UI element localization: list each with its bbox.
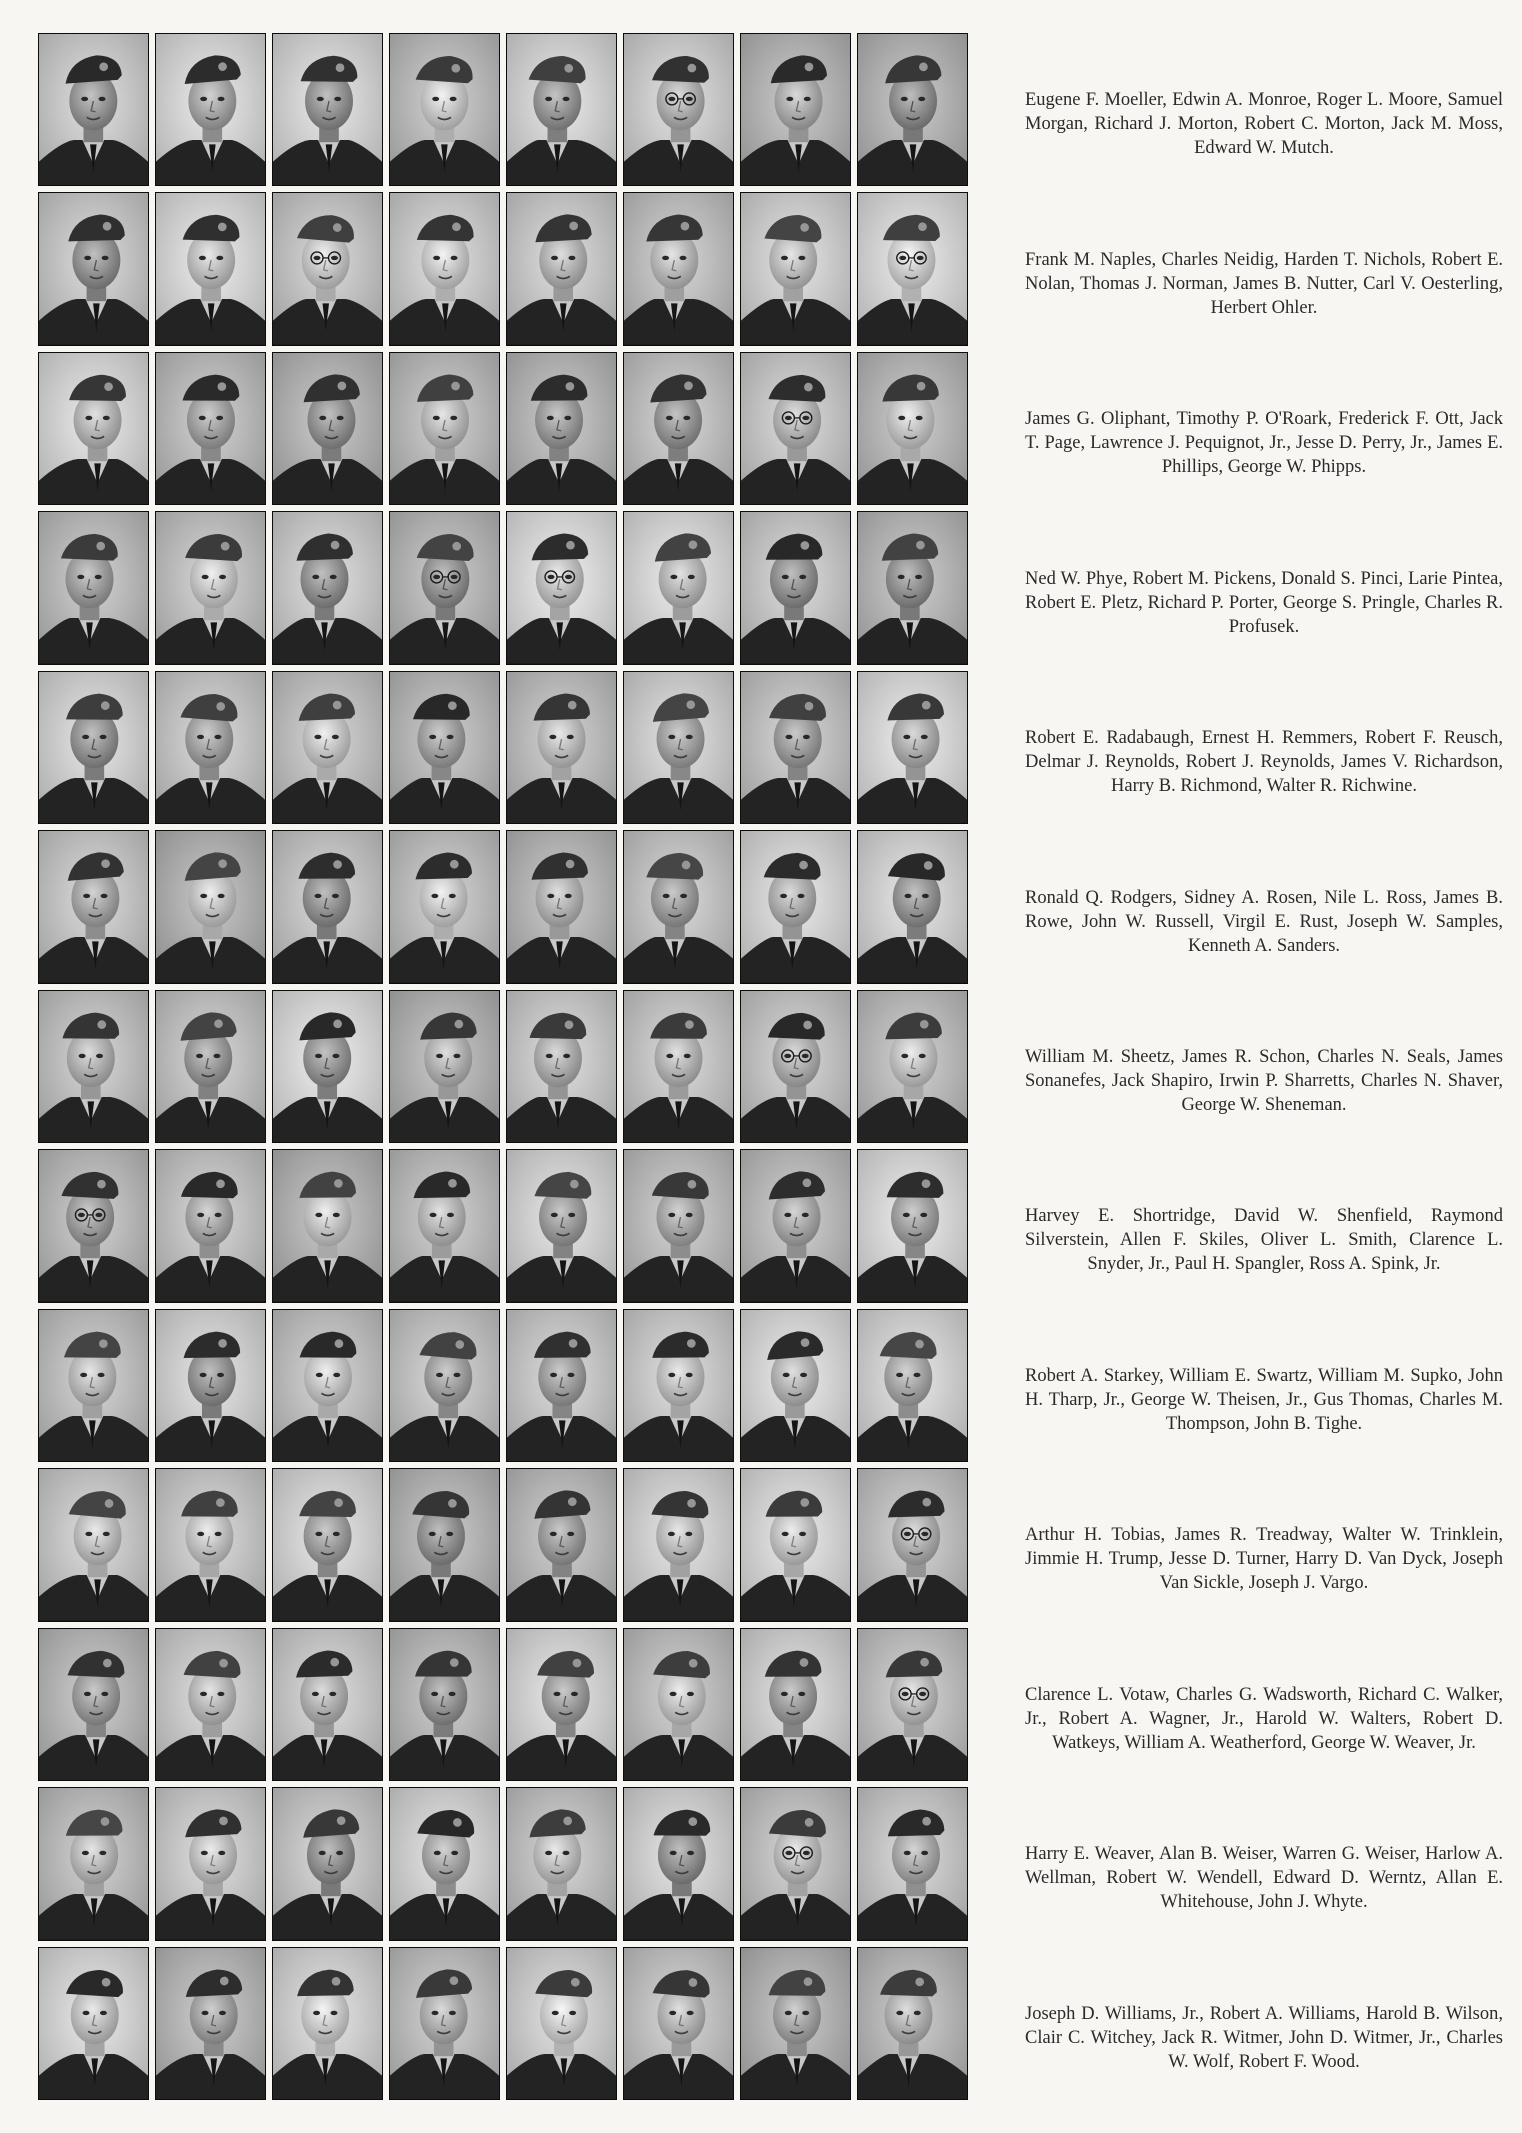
soldier-portrait: [389, 511, 500, 664]
soldier-portrait: [272, 671, 383, 824]
soldier-portrait: [740, 192, 851, 345]
soldier-portrait: [506, 352, 617, 505]
soldier-portrait: [506, 1468, 617, 1621]
soldier-portrait: [506, 1947, 617, 2100]
soldier-portrait: [389, 192, 500, 345]
soldier-portrait: [740, 671, 851, 824]
row-caption: Harvey E. Shortridge, David W. Shenfield, Raymond Silverstein, Allen F. Skiles, Oliver L. Smith, Clarence L. Snyder, Jr., Paul H. Spangler, Ross A. Spink, Jr.: [1025, 1206, 1503, 1275]
soldier-portrait: [857, 1628, 968, 1781]
soldier-portrait: [623, 990, 734, 1143]
soldier-portrait: [155, 1149, 266, 1302]
soldier-portrait: [506, 1628, 617, 1781]
soldier-portrait: [155, 830, 266, 983]
soldier-portrait: [38, 33, 149, 186]
soldier-portrait: [506, 990, 617, 1143]
soldier-portrait: [740, 1787, 851, 1940]
soldier-portrait: [155, 671, 266, 824]
soldier-portrait: [389, 1947, 500, 2100]
soldier-portrait: [389, 1628, 500, 1781]
soldier-portrait: [38, 511, 149, 664]
soldier-portrait: [389, 671, 500, 824]
soldier-portrait: [272, 1628, 383, 1781]
soldier-portrait: [857, 671, 968, 824]
soldier-portrait: [38, 671, 149, 824]
soldier-portrait: [740, 830, 851, 983]
row-caption: Eugene F. Moeller, Edwin A. Monroe, Roger L. Moore, Samuel Morgan, Richard J. Morton, Robert C. Morton, Jack M. Moss, Edward W. Mutch.: [1025, 90, 1503, 159]
row-caption: Ronald Q. Rodgers, Sidney A. Rosen, Nile L. Ross, James B. Rowe, John W. Russell, Virgil E. Rust, Joseph W. Samples, Kenneth A. Sanders.: [1025, 887, 1503, 956]
soldier-portrait: [389, 33, 500, 186]
soldier-portrait: [272, 1787, 383, 1940]
soldier-portrait: [272, 1149, 383, 1302]
soldier-portrait: [857, 990, 968, 1143]
soldier-portrait: [38, 1628, 149, 1781]
soldier-portrait: [857, 352, 968, 505]
soldier-portrait: [155, 33, 266, 186]
soldier-portrait: [623, 671, 734, 824]
soldier-portrait: [272, 990, 383, 1143]
soldier-portrait: [38, 830, 149, 983]
soldier-portrait: [155, 1468, 266, 1621]
soldier-portrait: [857, 1468, 968, 1621]
soldier-portrait: [623, 1947, 734, 2100]
soldier-portrait: [155, 990, 266, 1143]
soldier-portrait: [272, 1309, 383, 1462]
soldier-portrait: [623, 1628, 734, 1781]
soldier-portrait: [857, 33, 968, 186]
soldier-portrait: [38, 1787, 149, 1940]
soldier-portrait: [155, 1628, 266, 1781]
soldier-portrait: [155, 1947, 266, 2100]
soldier-portrait: [38, 352, 149, 505]
portrait-grid: [38, 33, 968, 2100]
soldier-portrait: [740, 990, 851, 1143]
soldier-portrait: [272, 352, 383, 505]
soldier-portrait: [740, 33, 851, 186]
soldier-portrait: [38, 1309, 149, 1462]
soldier-portrait: [506, 1149, 617, 1302]
soldier-portrait: [155, 511, 266, 664]
row-caption: Robert A. Starkey, William E. Swartz, William M. Supko, John H. Tharp, Jr., George W. Theisen, Jr., Gus Thomas, Charles M. Thompson, John B. Tighe.: [1025, 1365, 1503, 1434]
row-caption: Frank M. Naples, Charles Neidig, Harden T. Nichols, Robert E. Nolan, Thomas J. Norman, James B. Nutter, Carl V. Oesterling, Herbert Ohler.: [1025, 249, 1503, 318]
soldier-portrait: [623, 511, 734, 664]
soldier-portrait: [38, 990, 149, 1143]
soldier-portrait: [740, 1947, 851, 2100]
soldier-portrait: [740, 352, 851, 505]
soldier-portrait: [506, 33, 617, 186]
soldier-portrait: [272, 830, 383, 983]
soldier-portrait: [740, 1468, 851, 1621]
soldier-portrait: [389, 1309, 500, 1462]
soldier-portrait: [857, 1309, 968, 1462]
soldier-portrait: [623, 1787, 734, 1940]
soldier-portrait: [506, 192, 617, 345]
soldier-portrait: [155, 352, 266, 505]
soldier-portrait: [857, 1149, 968, 1302]
row-caption: Clarence L. Votaw, Charles G. Wadsworth, Richard C. Walker, Jr., Robert A. Wagner, Jr., Harold W. Walters, Robert D. Watkeys, William A. Weatherford, George W. Weaver, Jr.: [1025, 1684, 1503, 1753]
soldier-portrait: [389, 990, 500, 1143]
soldier-portrait: [38, 1149, 149, 1302]
soldier-portrait: [623, 1468, 734, 1621]
soldier-portrait: [389, 1468, 500, 1621]
row-caption: Robert E. Radabaugh, Ernest H. Remmers, Robert F. Reusch, Delmar J. Reynolds, Robert J. Reynolds, James V. Richardson, Harry B. Richmond, Walter R. Richwine.: [1025, 728, 1503, 797]
soldier-portrait: [272, 511, 383, 664]
soldier-portrait: [272, 192, 383, 345]
soldier-portrait: [389, 1149, 500, 1302]
soldier-portrait: [623, 830, 734, 983]
soldier-portrait: [623, 33, 734, 186]
row-caption: William M. Sheetz, James R. Schon, Charles N. Seals, James Sonanefes, Jack Shapiro, Irwin P. Sharretts, Charles N. Shaver, George W. Sheneman.: [1025, 1047, 1503, 1115]
soldier-portrait: [155, 192, 266, 345]
soldier-portrait: [623, 1309, 734, 1462]
soldier-portrait: [272, 1947, 383, 2100]
soldier-portrait: [623, 192, 734, 345]
caption-column: [1025, 0, 1503, 2133]
soldier-portrait: [740, 1628, 851, 1781]
soldier-portrait: [740, 511, 851, 664]
soldier-portrait: [155, 1309, 266, 1462]
soldier-portrait: [506, 830, 617, 983]
soldier-portrait: [857, 830, 968, 983]
soldier-portrait: [506, 1787, 617, 1940]
soldier-portrait: [38, 1468, 149, 1621]
soldier-portrait: [623, 352, 734, 505]
soldier-portrait: [389, 352, 500, 505]
soldier-portrait: [38, 1947, 149, 2100]
row-caption: Ned W. Phye, Robert M. Pickens, Donald S. Pinci, Larie Pintea, Robert E. Pletz, Richard P. Porter, George S. Pringle, Charles R. Profusek.: [1025, 568, 1503, 637]
soldier-portrait: [506, 671, 617, 824]
row-caption: Arthur H. Tobias, James R. Treadway, Walter W. Trinklein, Jimmie H. Trump, Jesse D. Turner, Harry D. Van Dyck, Joseph Van Sickle, Joseph J. Vargo.: [1025, 1525, 1503, 1594]
soldier-portrait: [740, 1309, 851, 1462]
soldier-portrait: [623, 1149, 734, 1302]
soldier-portrait: [155, 1787, 266, 1940]
row-caption: Harry E. Weaver, Alan B. Weiser, Warren G. Weiser, Harlow A. Wellman, Robert W. Wendell, Edward D. Werntz, Allan E. Whitehouse, John J. Whyte.: [1025, 1844, 1503, 1913]
row-caption: James G. Oliphant, Timothy P. O'Roark, Frederick F. Ott, Jack T. Page, Lawrence J. Pequignot, Jr., Jesse D. Perry, Jr., James E. Phillips, George W. Phipps.: [1025, 409, 1503, 478]
soldier-portrait: [506, 511, 617, 664]
row-caption: Joseph D. Williams, Jr., Robert A. Williams, Harold B. Wilson, Clair C. Witchey, Jack R. Witmer, John D. Witmer, Jr., Charles W. Wolf, Robert F. Wood.: [1025, 2003, 1503, 2072]
soldier-portrait: [857, 192, 968, 345]
soldier-portrait: [389, 830, 500, 983]
soldier-portrait: [389, 1787, 500, 1940]
soldier-portrait: [857, 511, 968, 664]
soldier-portrait: [272, 1468, 383, 1621]
soldier-portrait: [857, 1947, 968, 2100]
soldier-portrait: [740, 1149, 851, 1302]
soldier-portrait: [506, 1309, 617, 1462]
soldier-portrait: [272, 33, 383, 186]
soldier-portrait: [38, 192, 149, 345]
soldier-portrait: [857, 1787, 968, 1940]
